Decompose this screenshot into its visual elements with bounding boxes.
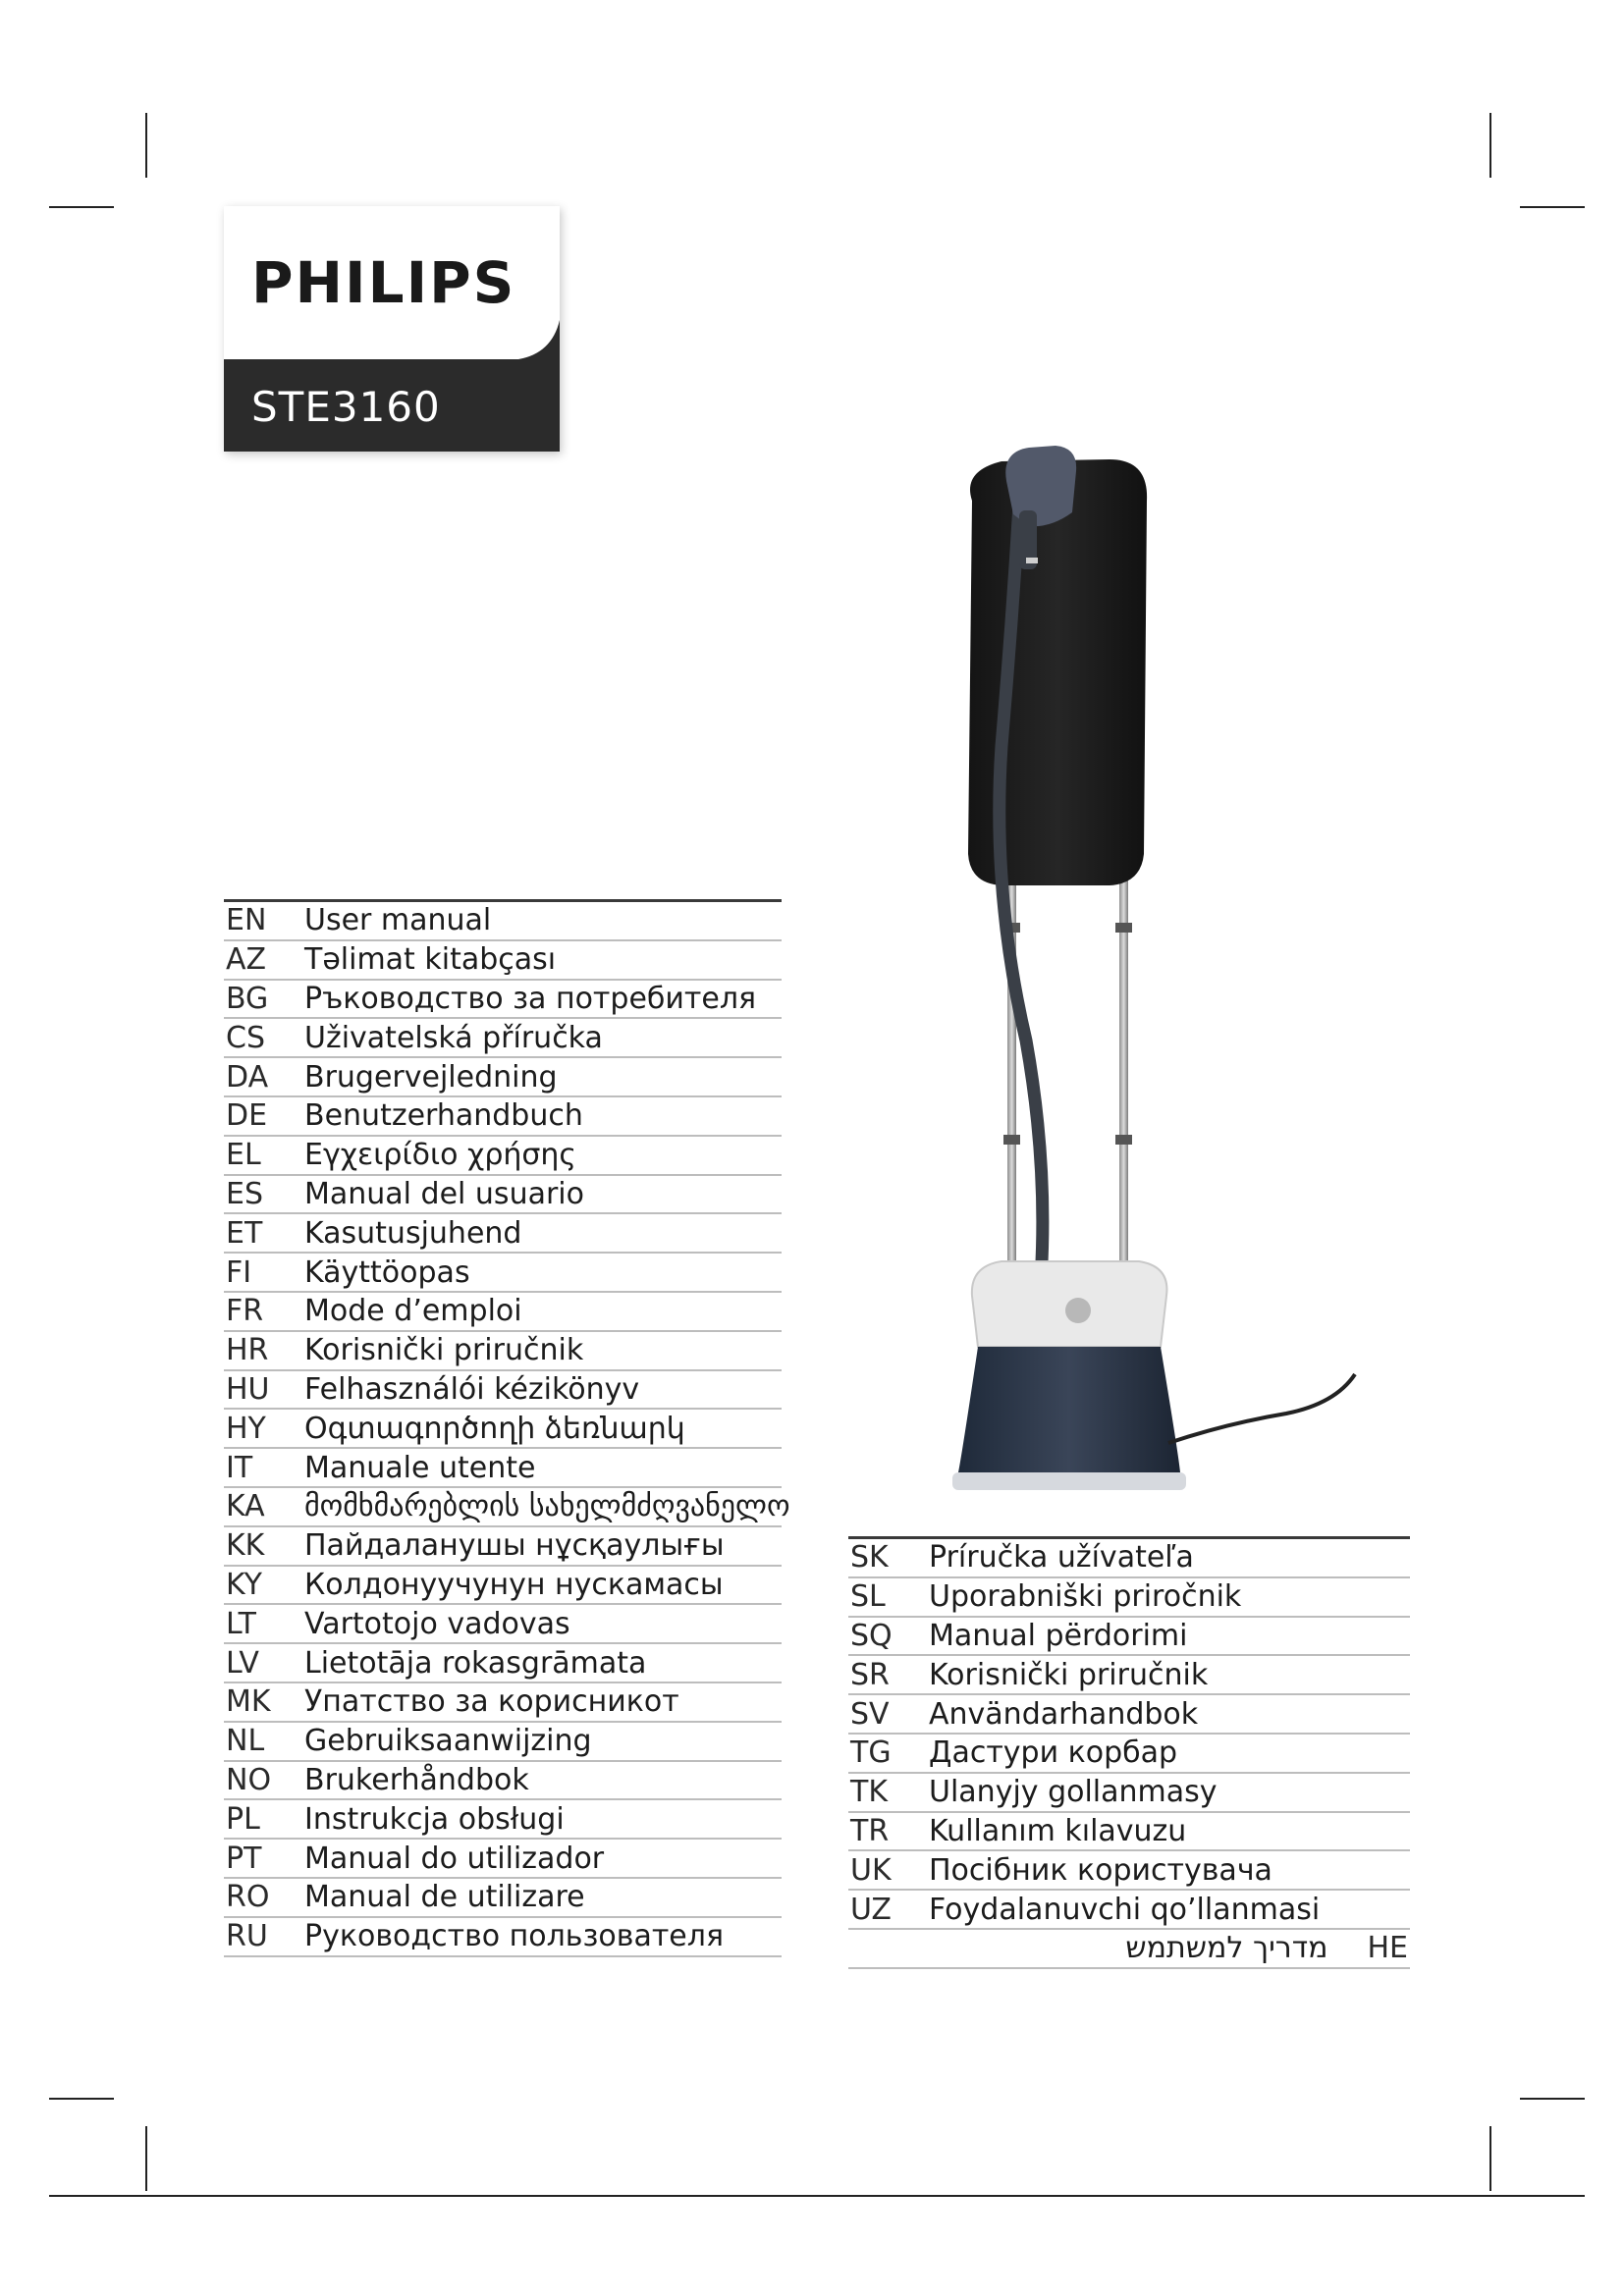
language-code: IT [226,1450,253,1485]
language-row [224,1683,782,1723]
language-row [848,1539,1410,1578]
language-row [224,1410,782,1449]
language-code: SR [850,1657,890,1692]
language-code: UZ [850,1892,892,1927]
manual-title: Ръководство за потребителя [304,981,757,1016]
language-code: BG [226,981,269,1016]
crop-mark-bottom-right-vertical [1489,2126,1491,2191]
manual-title: Пайдаланушы нұсқаулығы [304,1528,725,1564]
language-code: ES [226,1176,263,1211]
language-row [848,1735,1410,1774]
manual-title: Kullanım kılavuzu [929,1813,1187,1848]
manual-title: מדריך למשתמש [1125,1931,1328,1966]
language-row [848,1891,1410,1930]
language-code: KY [226,1567,262,1602]
manual-title: Gebruiksaanwijzing [304,1724,592,1759]
model-number: STE3160 [251,383,441,431]
language-code: FI [226,1255,252,1290]
language-row [224,1019,782,1058]
manual-title: Brukerhåndbok [304,1762,529,1797]
language-code: CS [226,1020,265,1055]
manual-title: Brugervejledning [304,1059,558,1095]
language-row [224,1371,782,1411]
brand-card [224,206,560,452]
language-row [224,1332,782,1371]
crop-mark-top-right-horizontal [1520,206,1585,208]
manual-title: Användarhandbok [929,1696,1199,1732]
language-row [224,1488,790,1527]
language-code: NO [226,1762,272,1797]
manual-title: Manual del usuario [304,1176,584,1211]
language-code: DE [226,1098,268,1134]
language-row [224,1058,782,1097]
language-code: HU [226,1371,270,1407]
steamer-head [1005,446,1076,526]
language-row [224,1605,782,1644]
language-row [224,1800,782,1840]
language-row [224,1527,782,1567]
language-row [224,1293,782,1332]
language-row [848,1618,1410,1657]
language-code: KK [226,1528,265,1564]
bottom-trim-line [49,2195,1585,2197]
power-cord [1168,1374,1355,1443]
language-row [224,1918,782,1957]
language-row [224,1879,782,1918]
manual-title: Príručka užívateľa [929,1540,1194,1575]
language-code: PT [226,1841,262,1876]
manual-title: Käyttöopas [304,1255,470,1290]
language-list-left [224,899,790,1957]
language-code: SQ [850,1618,893,1653]
language-row [848,1578,1410,1618]
language-code: SL [850,1579,886,1615]
language-code: PL [226,1801,260,1837]
manual-title: Manual de utilizare [304,1880,585,1915]
language-row [224,1644,782,1683]
manual-title: Manual do utilizador [304,1841,605,1876]
manual-title: Ulanyjy gollanmasy [929,1775,1218,1810]
language-row [224,1214,782,1254]
manual-title: Посібник користувача [929,1852,1272,1888]
language-code: HY [226,1411,266,1446]
crop-mark-bottom-right-horizontal [1520,2098,1585,2100]
language-row [224,981,782,1020]
crop-mark-top-left-horizontal [49,206,114,208]
garment-steamer-icon [854,432,1365,1541]
language-code: DA [226,1059,269,1095]
manual-title: Təlimat kitabçası [304,942,557,978]
language-code: LT [226,1606,256,1641]
language-code: SK [850,1540,889,1575]
manual-title: Օգտագործողի ձեռնարկ [304,1411,685,1446]
manual-title: Mode d’emploi [304,1294,522,1329]
language-row [224,1137,782,1176]
language-row [848,1930,1410,1969]
language-code: TG [850,1735,892,1771]
language-code: MK [226,1684,271,1720]
manual-title: Uživatelská příručka [304,1020,603,1055]
language-code: EN [226,903,267,938]
manual-title: Упатство за корисникот [304,1684,679,1720]
language-code: HE [1367,1931,1408,1966]
manual-title: Руководство пользователя [304,1919,724,1954]
manual-title: Korisnički priručnik [304,1333,584,1368]
language-code: NL [226,1724,265,1759]
language-row [224,941,782,981]
crop-mark-bottom-left-vertical [145,2126,147,2191]
language-row [224,1840,782,1879]
language-row [224,1097,782,1137]
manual-title: Колдонуучунун нускамасы [304,1567,724,1602]
language-code: TR [850,1813,890,1848]
manual-title: Lietotāja rokasgrāmata [304,1645,647,1681]
language-code: HR [226,1333,269,1368]
crop-mark-top-left-vertical [145,113,147,178]
manual-title: მომხმარებლის სახელმძღვანელო [304,1489,790,1524]
manual-title: Дастури корбар [929,1735,1178,1771]
language-row [224,1176,782,1215]
language-list-right [848,1536,1410,1969]
language-code: KA [226,1489,265,1524]
steamer-base [958,1347,1180,1472]
language-row [224,902,782,941]
language-row [224,1762,782,1801]
language-row [224,1567,782,1606]
language-code: TK [850,1775,888,1810]
language-row [224,1449,782,1488]
crop-mark-top-right-vertical [1489,113,1491,178]
manual-title: Instrukcja obsługi [304,1801,565,1837]
crop-mark-bottom-left-horizontal [49,2098,114,2100]
language-code: SV [850,1696,890,1732]
manual-title: User manual [304,903,492,938]
language-row [848,1695,1410,1735]
language-row [224,1254,782,1293]
language-code: LV [226,1645,259,1681]
language-code: RU [226,1919,268,1954]
philips-logo: PHILIPS [251,249,516,316]
language-row [848,1851,1410,1891]
manual-title: Benutzerhandbuch [304,1098,583,1134]
language-code: AZ [226,942,267,978]
language-row [224,1723,782,1762]
language-row [848,1774,1410,1813]
manual-title: Manuale utente [304,1450,536,1485]
language-row [848,1813,1410,1852]
manual-title: Εγχειρίδιο χρήσης [304,1138,577,1173]
language-row [848,1656,1410,1695]
language-code: UK [850,1852,892,1888]
manual-title: Vartotojo vadovas [304,1606,570,1641]
manual-title: Uporabniški priročnik [929,1579,1242,1615]
manual-title: Korisnički priručnik [929,1657,1209,1692]
manual-title: Felhasználói kézikönyv [304,1371,640,1407]
manual-title: Kasutusjuhend [304,1215,522,1251]
language-code: EL [226,1138,261,1173]
manual-title: Manual përdorimi [929,1618,1188,1653]
language-code: FR [226,1294,264,1329]
manual-title: Foydalanuvchi qo’llanmasi [929,1892,1321,1927]
language-code: RO [226,1880,270,1915]
language-code: ET [226,1215,263,1251]
